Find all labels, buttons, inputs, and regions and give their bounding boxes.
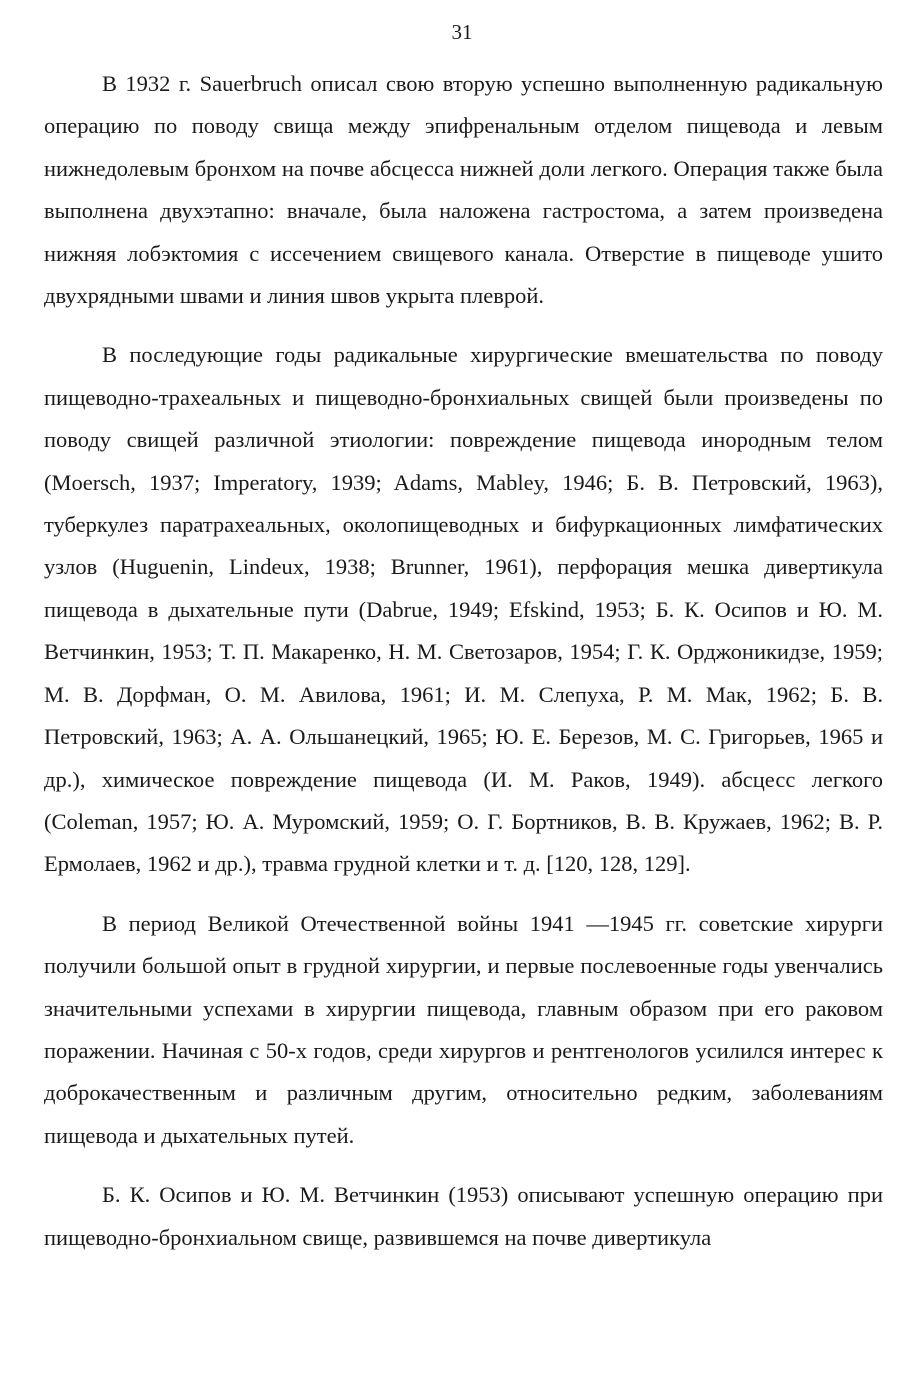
paragraph-subsequent-years: В последующие годы радикальные хирургические вмешательства по поводу пищеводно-трахеальных и пищеводно-бронхиальных свищей были произведены по поводу свищей различной этиологии: повреждение пищевода инородным телом (Moersch, 1937; Imperatory, 1939; Adams, Mabley, 1946; Б. В. Петровский, 1963), туберкулез паратрахеальных, околопищеводных и бифуркационных лимфатических узлов (Huguenin, Lindeux, 1938; Brunner, 1961), перфорация мешка дивертикула пищевода в дыхательные пути (Dabrue, 1949; Efskind, 1953; Б. К. Осипов и Ю. М. Ветчинкин, 1953; Т. П. Макаренко, Н. М. Светозаров, 1954; Г. К. Орджоникидзе, 1959; М. В. Дорфман, О. М. Авилова, 1961; И. М. Слепуха, Р. М. Мак, 1962; Б. В. Петровский, 1963; А. А. Ольшанецкий, 1965; Ю. Е. Березов, М. С. Григорьев, 1965 и др.), химическое повреждение пищевода (И. М. Раков, 1949). абсцесс легкого (Coleman, 1957; Ю. А. Муромский, 1959; О. Г. Бортников, В. В. Кружаев, 1962; В. Р. Ермолаев, 1962 и др.), травма грудной клетки и т. д. [120, 128, 129]. [44,342,883,877]
paragraph-sauerbruch-1932: В 1932 г. Sauerbruch описал свою вторую успешно выполненную радикальную операцию по поводу свища между эпифренальным отделом пищевода и левым нижнедолевым бронхом на почве абсцесса нижней доли легкого. Операция также была выполнена двухэтапно: вначале, была наложена гастростома, а затем произведена нижняя лобэктомия с иссечением свищевого канала. Отверстие в пищеводе ушито двухрядными швами и линия швов укрыта плеврой. [44,71,883,309]
paragraph-osipov-vetchinkin: Б. К. Осипов и Ю. М. Ветчинкин (1953) описывают успешную операцию при пищеводно-бронхиальном свище, развившемся на почве дивертикула [44,1182,883,1250]
document-body [44,63,883,1276]
paragraph-war-period: В период Великой Отечественной войны 1941 —1945 гг. советские хирурги получили большой опыт в грудной хирургии, и первые послевоенные годы увенчались значительными успехами в хирургии пищевода, главным образом при его раковом поражении. Начиная с 50-х годов, среди хирургов и рентгенологов усилился интерес к доброкачественным и различным другим, относительно редким, заболеваниям пищевода и дыхательных путей. [44,910,883,1148]
page-number: 31 [451,20,473,44]
